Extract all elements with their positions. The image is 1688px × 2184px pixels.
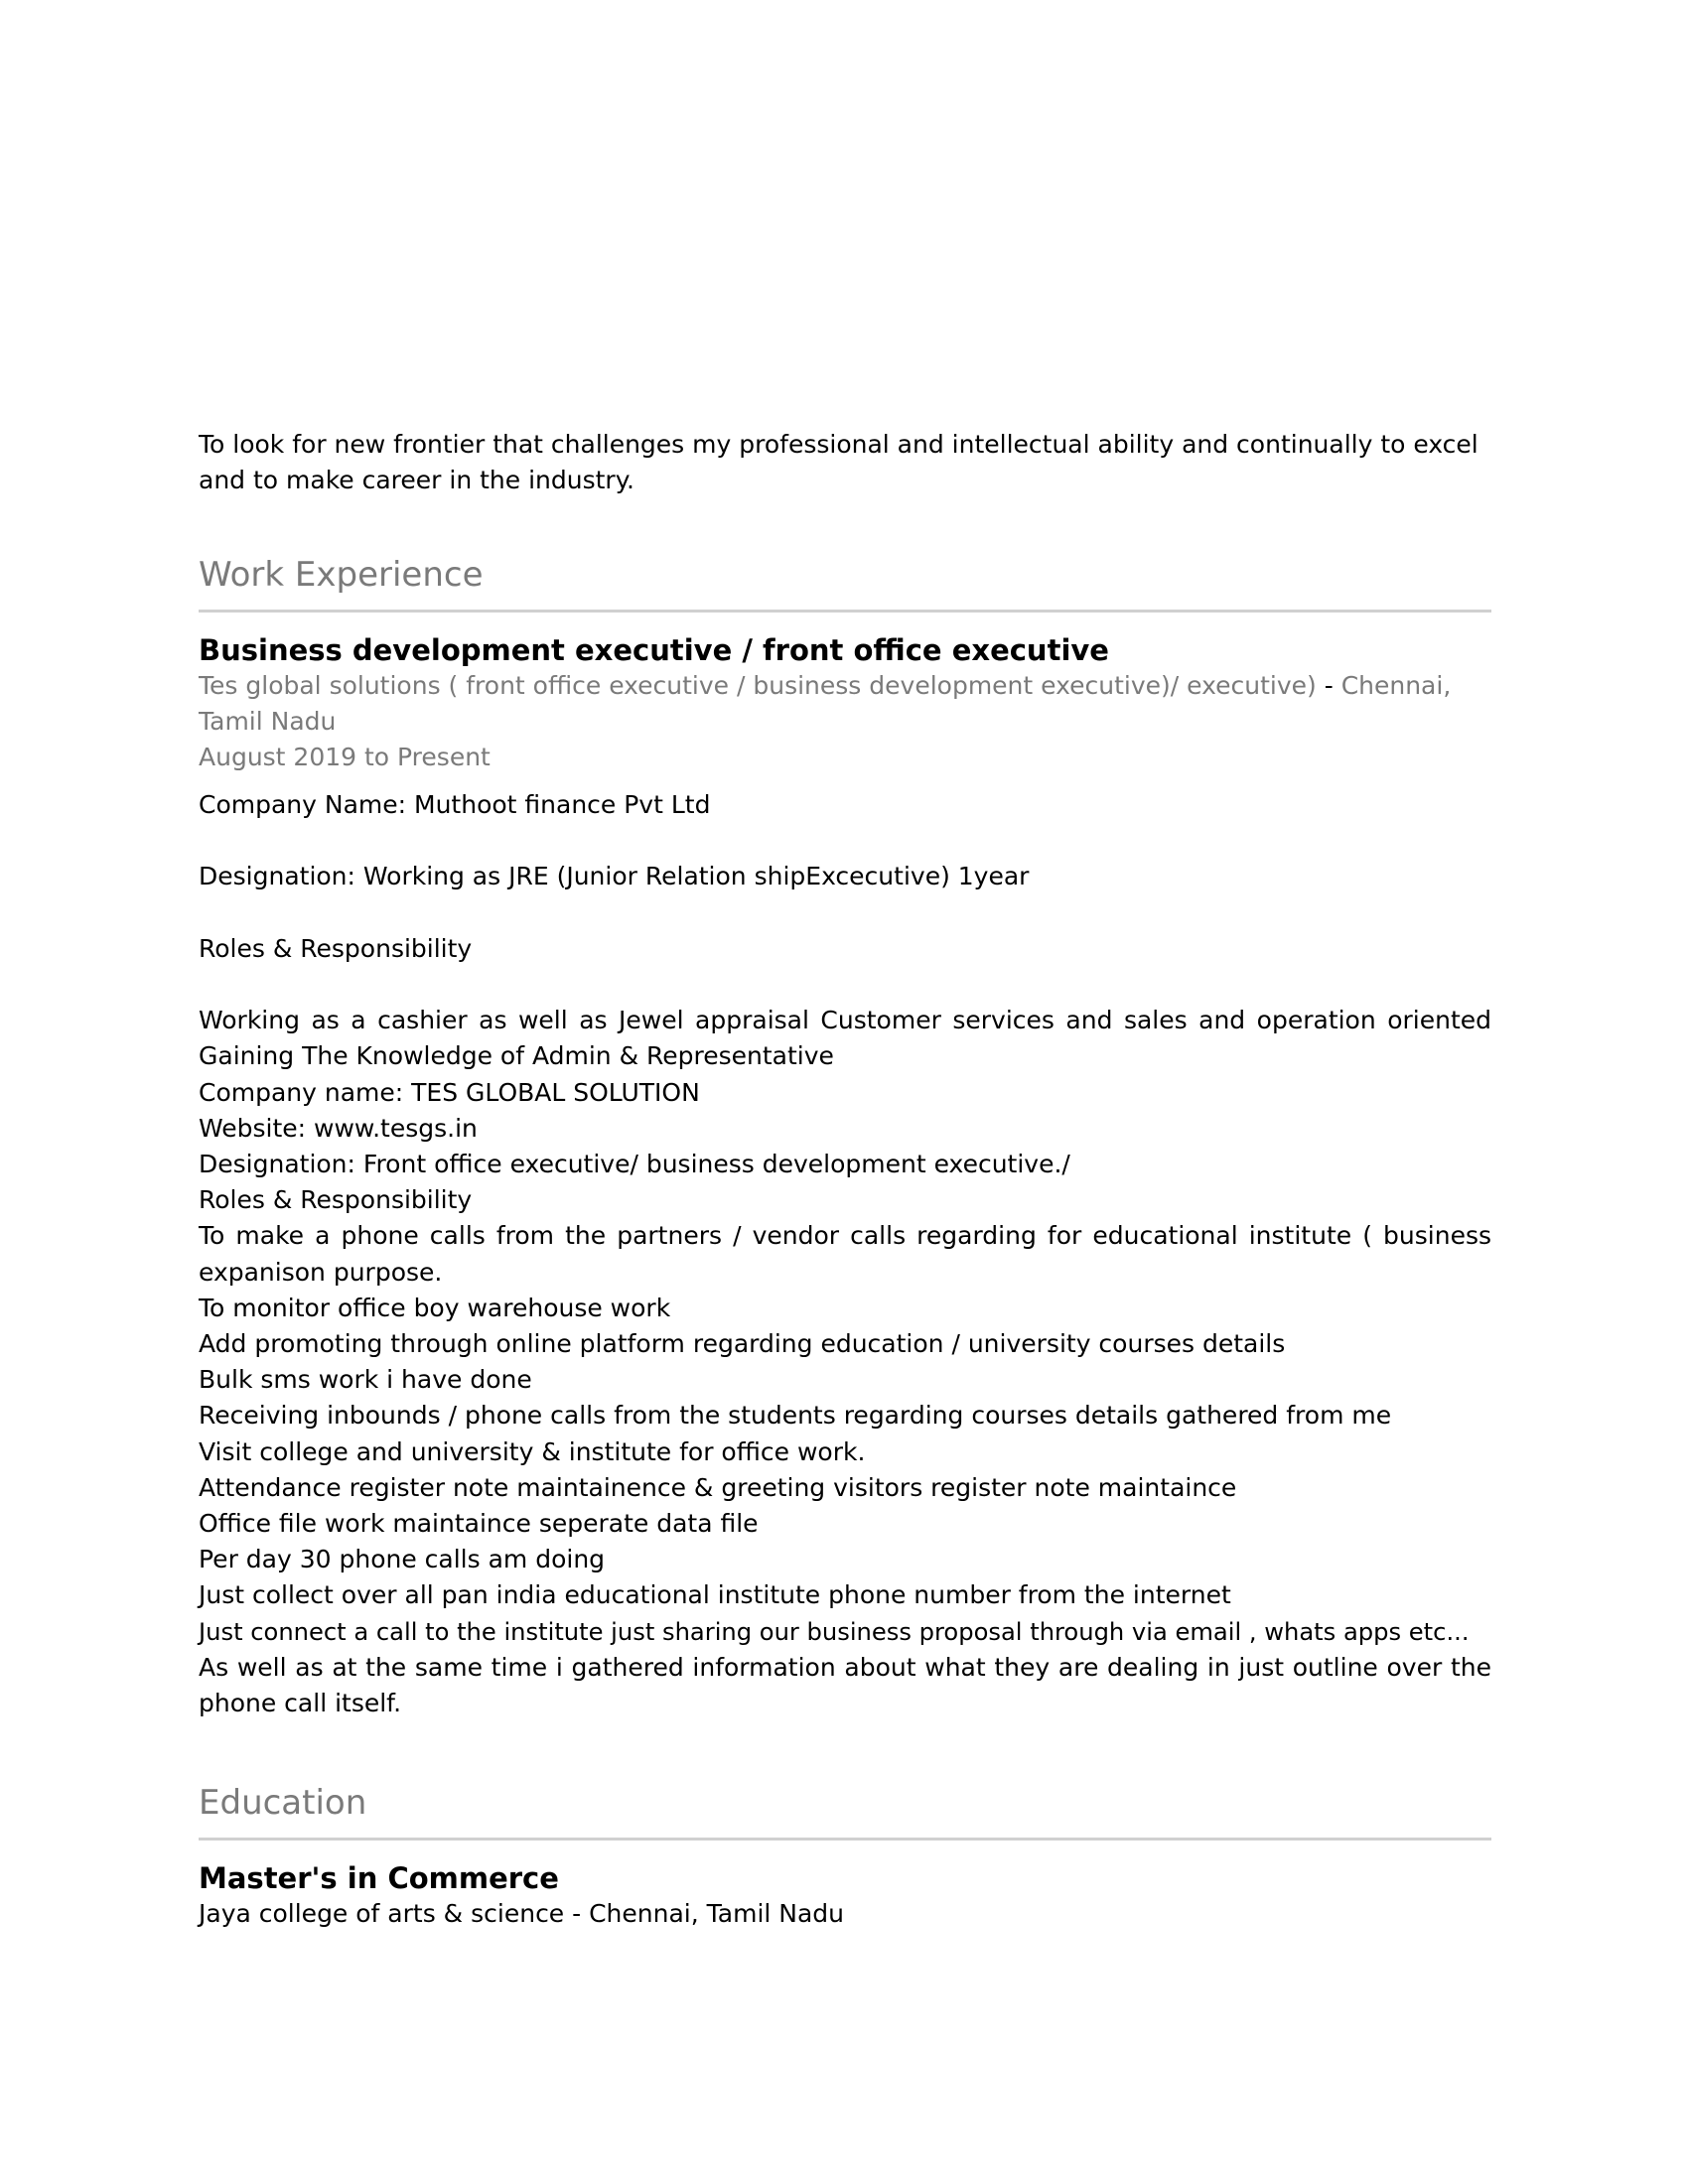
- desc-line: Company name: TES GLOBAL SOLUTION: [199, 1077, 700, 1107]
- desc-blank: [199, 967, 1491, 1003]
- work-experience-section: [199, 555, 1491, 1721]
- desc-line: Working as a cashier as well as Jewel appraisal Customer services and sales and operation oriented: [199, 1006, 1491, 1035]
- job-entry: [199, 632, 1491, 1721]
- job-separator: -: [1324, 671, 1334, 700]
- desc-line: To make a phone calls from the partners / vendor calls regarding for educational institute ( business: [199, 1221, 1491, 1251]
- desc-line: Per day 30 phone calls am doing: [199, 1545, 606, 1574]
- job-description: [199, 787, 1491, 1721]
- desc-line: Designation: Working as JRE (Junior Relation shipExcecutive) 1year: [199, 862, 1030, 891]
- section-divider: [199, 1838, 1491, 1841]
- work-experience-heading: Work Experience: [199, 555, 484, 595]
- desc-blank: [199, 823, 1491, 859]
- desc-blank: [199, 895, 1491, 931]
- education-section: [199, 1783, 1491, 1932]
- desc-line: To monitor office boy warehouse work: [199, 1293, 671, 1322]
- degree-title: Master's in Commerce: [199, 1861, 559, 1896]
- desc-line: Designation: Front office executive/ business development executive./: [199, 1149, 1070, 1178]
- objective-section: [199, 427, 1491, 498]
- desc-line: Website: www.tesgs.in: [199, 1113, 478, 1143]
- section-divider: [199, 610, 1491, 613]
- job-title: Business development executive / front office executive: [199, 633, 1109, 667]
- job-location-cont: Tamil Nadu: [199, 707, 337, 736]
- job-company-location: [199, 668, 1491, 740]
- desc-line: phone call itself.: [199, 1689, 402, 1718]
- desc-line: Add promoting through online platform regarding education / university courses details: [199, 1329, 1286, 1358]
- education-heading: Education: [199, 1783, 367, 1824]
- resume-page: [199, 427, 1491, 1932]
- desc-line: Just connect a call to the institute just sharing our business proposal through via email , whats apps etc...: [199, 1617, 1470, 1646]
- job-location: Chennai,: [1340, 671, 1452, 700]
- desc-line: As well as at the same time i gathered information about what they are dealing in just outline over the: [199, 1652, 1491, 1682]
- desc-line: Bulk sms work i have done: [199, 1365, 532, 1395]
- desc-line: expanison purpose.: [199, 1257, 443, 1287]
- desc-line: Roles & Responsibility: [199, 933, 473, 963]
- school-location: Jaya college of arts & science - Chennai, Tamil Nadu: [199, 1899, 845, 1929]
- desc-line: Gaining The Knowledge of Admin & Representative: [199, 1041, 834, 1071]
- desc-line: Visit college and university & institute for office work.: [199, 1436, 866, 1466]
- desc-line: Receiving inbounds / phone calls from the students regarding courses details gathered from me: [199, 1401, 1392, 1431]
- objective-line-1: To look for new frontier that challenges my professional and intellectual ability and continually to excel: [199, 430, 1478, 459]
- job-company: Tes global solutions ( front office executive / business development executive)/ executive): [199, 671, 1317, 700]
- desc-line: Roles & Responsibility: [199, 1185, 473, 1215]
- desc-line: Company Name: Muthoot finance Pvt Ltd: [199, 790, 711, 819]
- desc-line: Attendance register note maintainence & greeting visitors register note maintaince: [199, 1472, 1237, 1502]
- objective-line-2: and to make career in the industry.: [199, 466, 634, 494]
- job-dates: August 2019 to Present: [199, 743, 491, 771]
- desc-line: Just collect over all pan india educational institute phone number from the internet: [199, 1580, 1231, 1610]
- objective-text: [199, 427, 1491, 498]
- desc-line: Office file work maintaince seperate data file: [199, 1509, 759, 1539]
- education-entry: [199, 1860, 1491, 1932]
